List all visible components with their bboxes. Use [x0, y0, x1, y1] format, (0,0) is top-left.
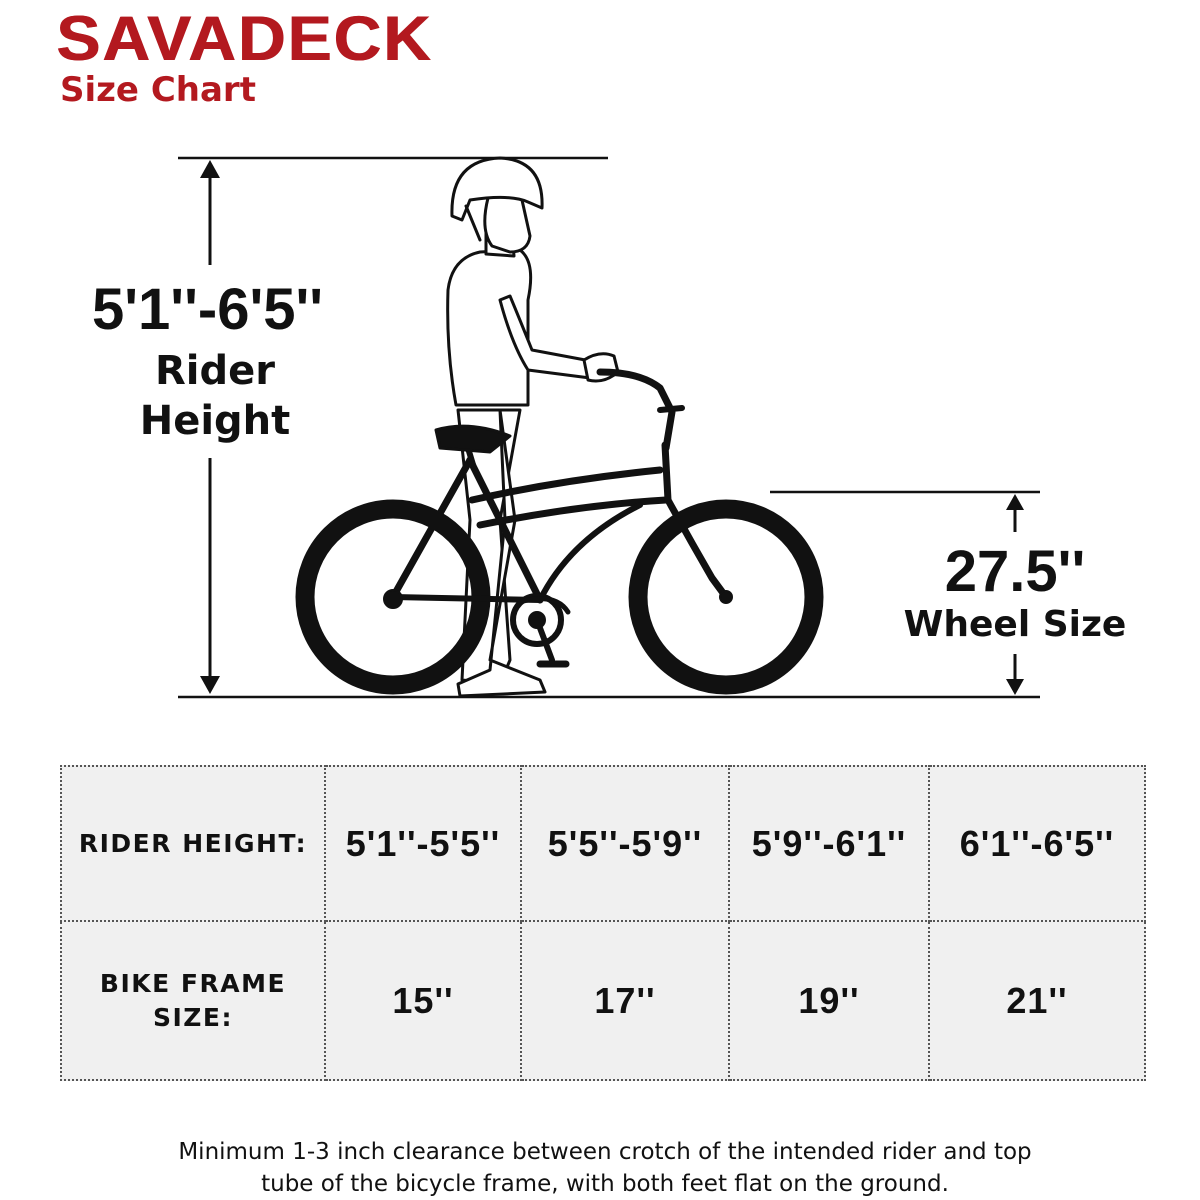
table-cell: 6'1''-6'5'' [929, 766, 1145, 921]
rider-height-range: 5'1''-6'5'' [92, 276, 352, 343]
table-cell: 5'1''-5'5'' [325, 766, 521, 921]
table-cell: 15'' [325, 921, 521, 1080]
frame-size-header: BIKE FRAME SIZE: [61, 921, 325, 1080]
table-cell: 19'' [729, 921, 929, 1080]
rider-height-label: Rider Height [120, 346, 310, 446]
size-chart-table [60, 765, 1146, 1081]
table-cell: 5'9''-6'1'' [729, 766, 929, 921]
wheel-size-label: Wheel Size [900, 604, 1130, 645]
bicycle-icon [305, 372, 814, 685]
fit-guidance-note: Minimum 1-3 inch clearance between crotch of the intended rider and top tube of the bicycle frame, with both feet flat on the ground. [178, 1139, 1032, 1197]
table-cell: 17'' [521, 921, 729, 1080]
page-title: Size Chart [60, 70, 256, 110]
brand-logo: SAVADECK [56, 2, 433, 74]
rider-height-header: RIDER HEIGHT: [61, 766, 325, 921]
table-row [61, 921, 1145, 1080]
wheel-size-value: 27.5'' [920, 538, 1110, 605]
table-cell: 5'5''-5'9'' [521, 766, 729, 921]
table-row [61, 766, 1145, 921]
table-cell: 21'' [929, 921, 1145, 1080]
